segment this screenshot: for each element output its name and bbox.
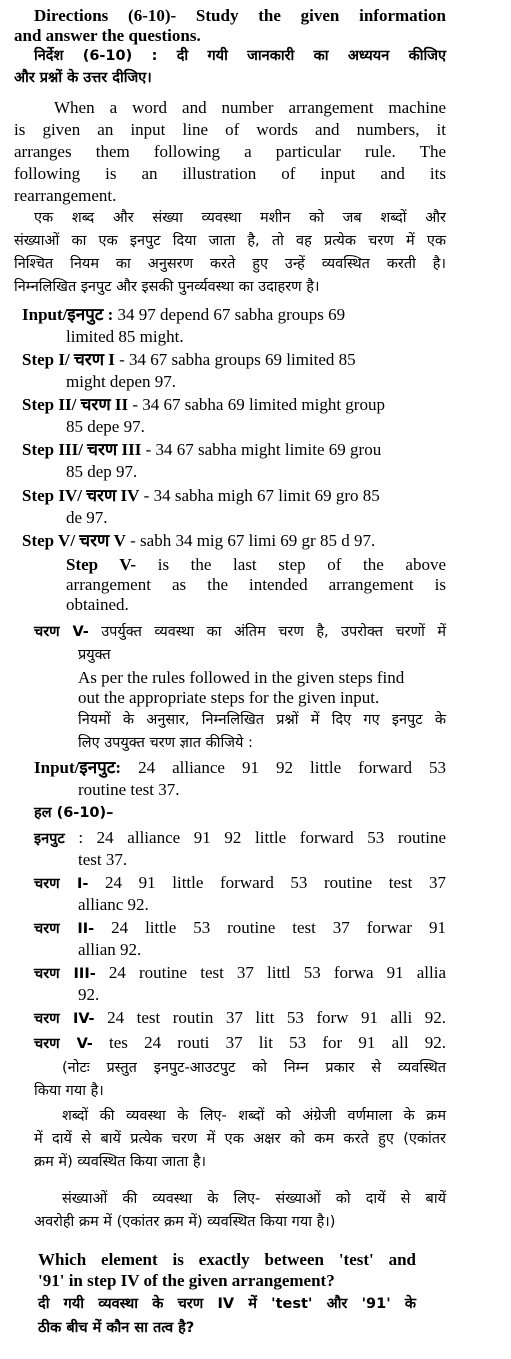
example-step2-text: - 34 67 sabha 69 limited might group	[132, 395, 385, 414]
solution-step4	[34, 1008, 446, 1029]
example-step5-text: - sabh 34 mig 67 limi 69 gr 85 d 97.	[130, 531, 376, 550]
solution-step1	[34, 873, 446, 894]
last-step-en-label: Step V-	[66, 555, 137, 574]
directions-hi-line2: और प्रश्नों के उत्तर दीजिए।	[14, 70, 152, 86]
last-step-en-3: obtained.	[66, 595, 129, 614]
example-step4-cont: de 97.	[66, 508, 108, 527]
question-input-text: 24 alliance 91 92 little forward 53	[138, 758, 447, 777]
example-step5	[22, 531, 375, 551]
last-step-hi-2: प्रयुक्त	[78, 647, 111, 663]
example-step1-label: Step I/ चरण I	[22, 350, 115, 369]
solution-step2	[34, 918, 446, 939]
rules-en-2: out the appropriate steps for the given input.	[78, 688, 380, 707]
example-step1-cont: might depen 97.	[66, 372, 177, 391]
example-step5-label: Step V/ चरण V	[22, 531, 126, 550]
example-step3-cont: 85 dep 97.	[66, 462, 138, 481]
note-line: क्रम में) व्यवस्थित किया जाता है।	[34, 1154, 207, 1170]
example-step1-text: - 34 67 sabha groups 69 limited 85	[119, 350, 356, 369]
example-step3-label: Step III/ चरण III	[22, 440, 142, 459]
intro-en-line: rearrangement.	[14, 186, 117, 205]
directions-hi-rest: : दी गयी जानकारी का अध्ययन कीजिए	[151, 48, 446, 64]
solution-step1-cont: allianc 92.	[78, 895, 149, 914]
example-input-label: Input/इनपुट :	[22, 305, 114, 324]
note-line: अवरोही क्रम में (एकांतर क्रम में) व्यवस्थित किया गया है।)	[34, 1214, 336, 1230]
intro-hi-line: एक शब्द और संख्या व्यवस्था मशीन को जब शब्दों और	[34, 210, 446, 226]
solution-step4-text: 24 test routin 37 litt 53 forw 91 alli 92.	[107, 1008, 447, 1027]
solution-input-label: इनपुट	[34, 831, 65, 847]
solution-step3-label: चरण III-	[34, 966, 96, 982]
intro-en-line: following is an illustration of input and its	[14, 164, 446, 183]
example-step4-label: Step IV/ चरण IV	[22, 486, 140, 505]
example-input-cont: limited 85 might.	[66, 327, 184, 346]
last-step-en-1	[66, 555, 446, 575]
solution-heading: हल (6-10)–	[34, 805, 114, 821]
note-line: संख्याओं की व्यवस्था के लिए- संख्याओं को दायें से बायें	[62, 1191, 446, 1207]
last-step-hi-label: चरण V-	[34, 624, 89, 640]
example-input-text: 34 97 depend 67 sabha groups 69	[117, 305, 346, 324]
last-step-hi-1	[34, 622, 446, 642]
question-hi-1: दी गयी व्यवस्था के चरण IV में 'test' और '91' के	[38, 1296, 416, 1312]
note-line: में दायें से बायें प्रत्येक चरण में एक अक्षर को कम करते हुए (एकांतर	[34, 1131, 446, 1147]
note-line: किया गया है।	[34, 1083, 104, 1099]
last-step-hi-text: उपर्युक्त व्यवस्था का अंतिम चरण है, उपरोक्त चरणों में	[101, 624, 447, 640]
example-step2-label: Step II/ चरण II	[22, 395, 129, 414]
example-step2	[22, 395, 385, 415]
example-step4-text: - 34 sabha migh 67 limit 69 gro 85	[143, 486, 380, 505]
directions-en-line1: Directions (6-10)- Study the given information	[34, 6, 446, 25]
rules-hi-1: नियमों के अनुसार, निम्नलिखित प्रश्नों में दिए गए इनपुट के	[78, 712, 446, 728]
example-step2-cont: 85 depe 97.	[66, 417, 145, 436]
example-step4	[22, 486, 380, 506]
rules-en-1: As per the rules followed in the given steps find	[78, 668, 405, 687]
intro-hi-line: संख्याओं का एक इनपुट दिया जाता है, तो वह प्रत्येक चरण में एक	[14, 233, 446, 249]
intro-en-line: arranges them following a particular rule. The	[14, 142, 446, 161]
question-input	[34, 758, 446, 778]
note-line: शब्दों की व्यवस्था के लिए- शब्दों को अंग्रेजी वर्णमाला के क्रम	[62, 1108, 446, 1124]
intro-en-line: is given an input line of words and numbers, it	[14, 120, 446, 139]
solution-step5-label: चरण V-	[34, 1036, 93, 1052]
note-line: (नोटः प्रस्तुत इनपुट-आउटपुट को निम्न प्रकार से व्यवस्थित	[62, 1060, 446, 1076]
solution-step5	[34, 1033, 446, 1054]
question-en-2: '91' in step IV of the given arrangement?	[38, 1271, 335, 1290]
intro-hi-line: निम्नलिखित इनपुट और इसकी पुनर्व्यवस्था का उदाहरण है।	[14, 279, 320, 295]
solution-step2-text: 24 little 53 routine test 37 forwar 91	[111, 918, 447, 937]
solution-step3	[34, 963, 446, 984]
solution-step1-label: चरण I-	[34, 876, 89, 892]
solution-input-text: : 24 alliance 91 92 little forward 53 routine	[78, 828, 446, 847]
last-step-en-text: is the last step of the above	[157, 555, 446, 574]
directions-en-line2: and answer the questions.	[14, 26, 201, 45]
solution-input	[34, 828, 446, 849]
solution-step2-label: चरण II-	[34, 921, 95, 937]
last-step-en-2: arrangement as the intended arrangement is	[66, 575, 446, 594]
intro-en-line: When a word and number arrangement machine	[54, 98, 446, 117]
rules-hi-2: लिए उपयुक्त चरण ज्ञात कीजिये :	[78, 735, 253, 751]
question-input-label: Input/इनपुट:	[34, 758, 122, 777]
solution-step4-label: चरण IV-	[34, 1011, 95, 1027]
solution-input-cont: test 37.	[78, 850, 128, 869]
solution-step5-text: tes 24 routi 37 lit 53 for 91 all 92.	[109, 1033, 447, 1052]
question-input-cont: routine test 37.	[78, 780, 180, 799]
directions-hi-label: निर्देश (6-10)	[34, 48, 133, 64]
solution-step3-cont: 92.	[78, 985, 100, 1004]
solution-step3-text: 24 routine test 37 littl 53 forwa 91 allia	[108, 963, 446, 982]
example-step1	[22, 350, 356, 370]
example-step3	[22, 440, 381, 460]
intro-hi-line: निश्चित नियम का अनुसरण करते हुए उन्हें व्यवस्थित करती है।	[14, 256, 446, 272]
example-input	[22, 305, 345, 325]
question-en-1: Which element is exactly between 'test' and	[38, 1250, 416, 1269]
example-step3-text: - 34 67 sabha might limite 69 grou	[145, 440, 382, 459]
directions-hi-line1	[34, 46, 446, 66]
solution-step1-text: 24 91 little forward 53 routine test 37	[105, 873, 446, 892]
solution-step2-cont: allian 92.	[78, 940, 142, 959]
question-hi-2: ठीक बीच में कौन सा तत्व है?	[38, 1320, 195, 1336]
